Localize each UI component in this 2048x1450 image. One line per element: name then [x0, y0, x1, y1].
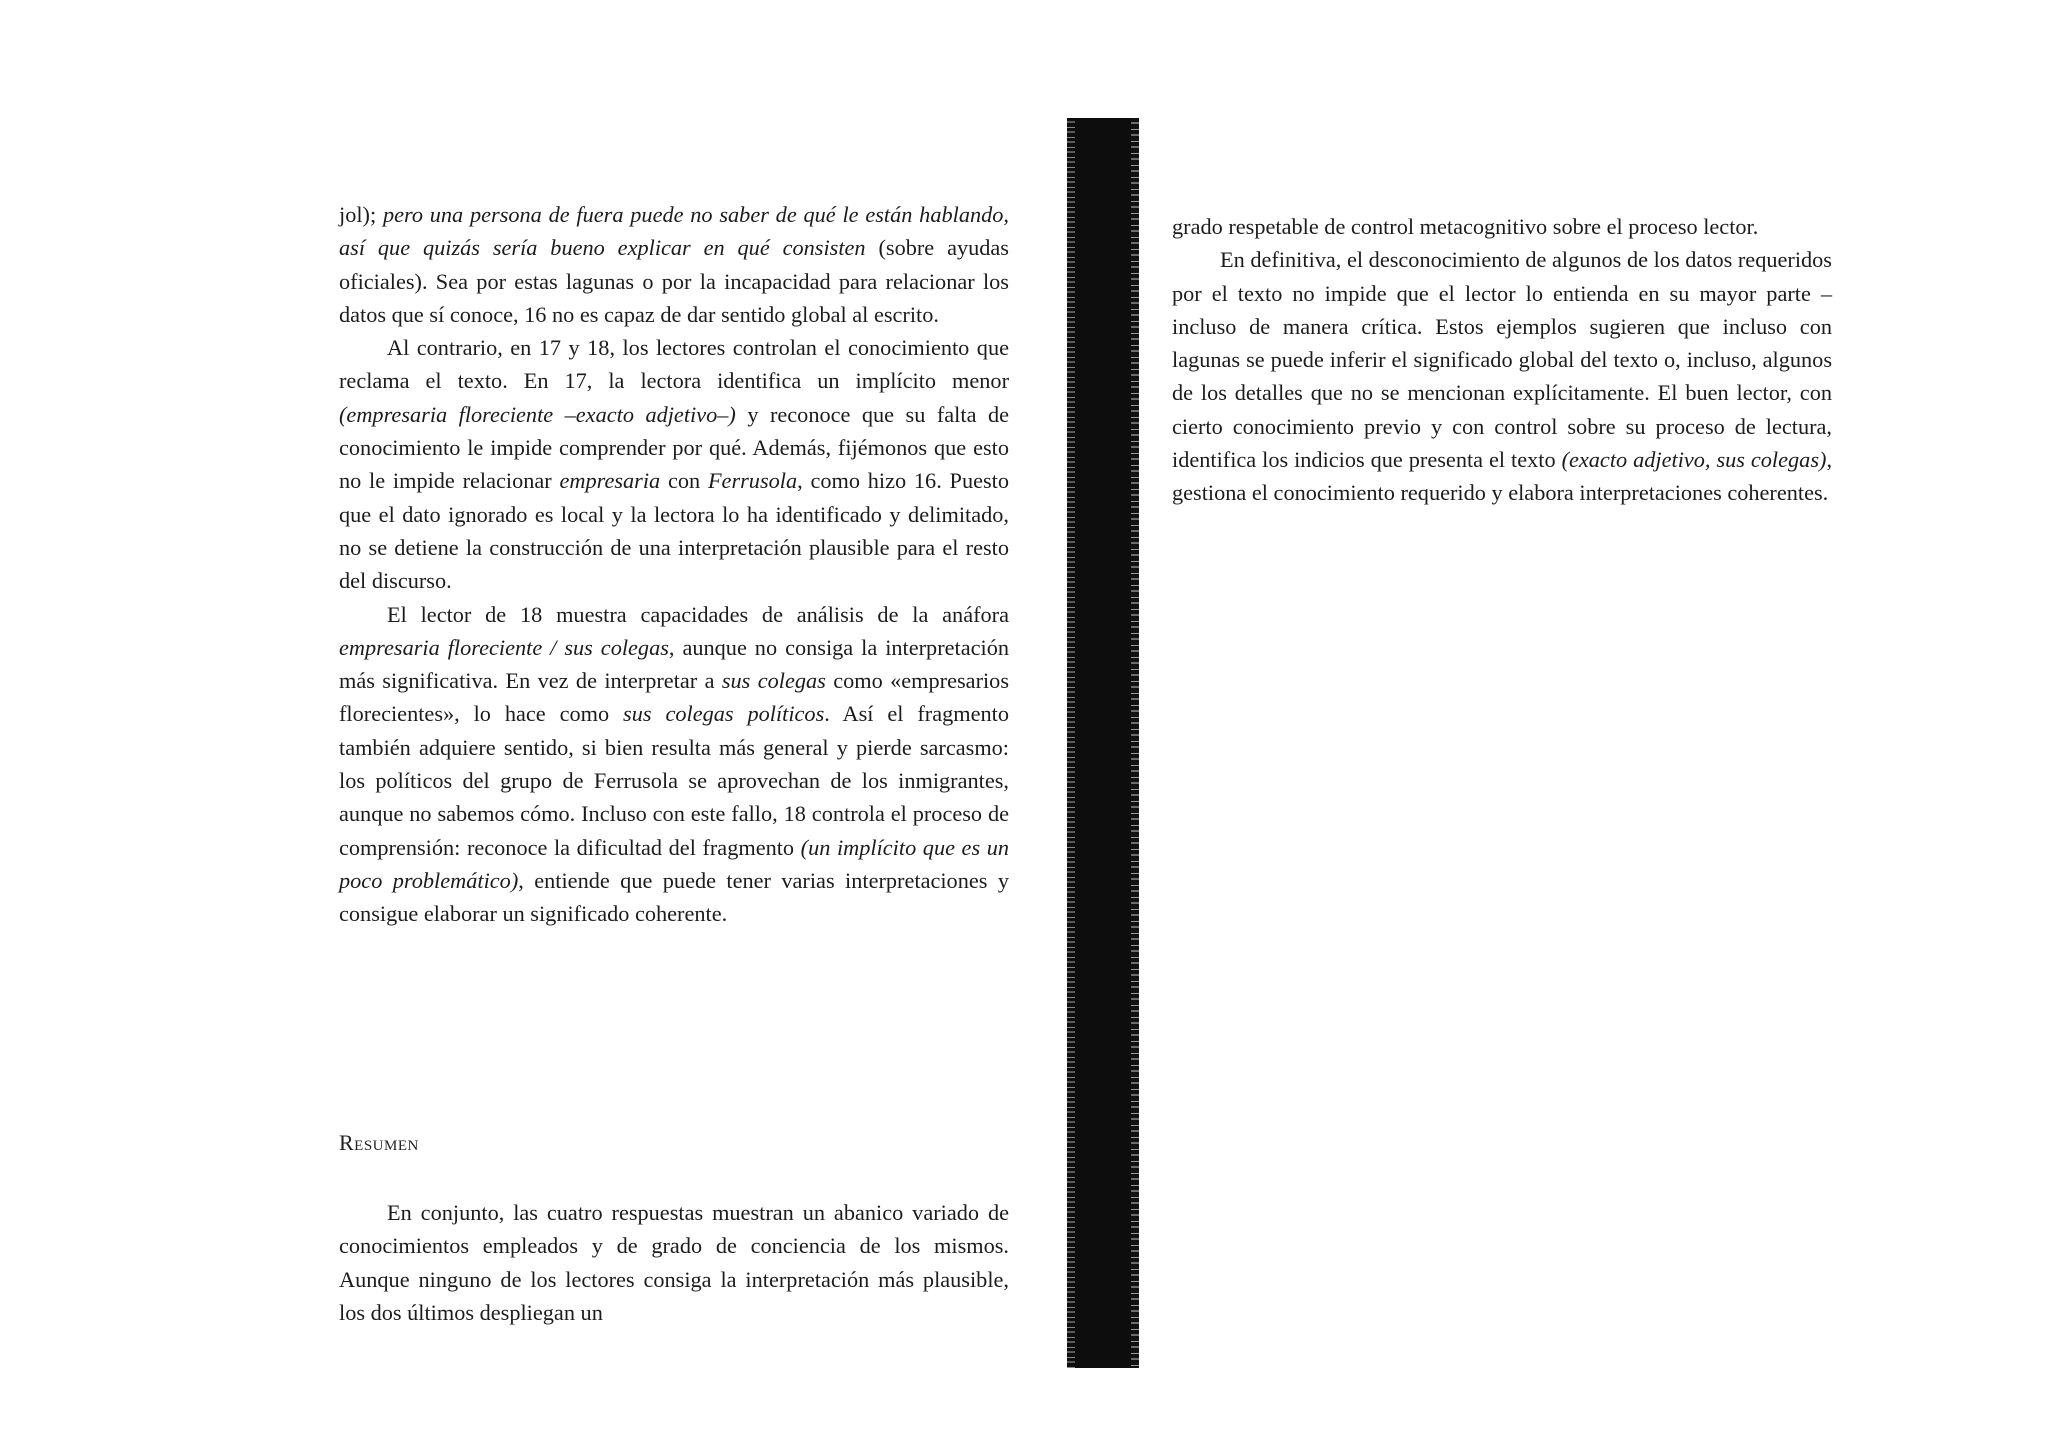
right-page-body [1172, 210, 1832, 510]
text-run: y reconoce que su falta de conocimiento le impide comprender por qué. Además, fijémonos que esto no le impide relacionar [339, 401, 1009, 494]
left-page-summary [339, 1196, 1009, 1329]
paragraph [339, 198, 1009, 331]
text-run: , como hizo 16. Puesto que el dato ignorado es local y la lectora lo ha identificado y delimitado, no se detiene la construcción de una interpretación plausible para el resto del discurso. [339, 468, 1010, 594]
text-run: El lector de 18 muestra capacidades de análisis de la anáfora [387, 601, 1009, 627]
italic-text: empresaria floreciente / sus colegas [339, 634, 669, 660]
text-run: , gestiona el conocimiento requerido y elabora interpretaciones coherentes. [1172, 447, 1833, 506]
text-run: . Así el fragmento también adquiere sentido, si bien resulta más general y pierde sarcasmo: los políticos del grupo de Ferrusola se aprovechan de los inmigrantes, aunque no sabemos cómo. Incluso con este fallo, 18 controla el proceso de comprensión: reconoce la dificultad del fragmento [339, 701, 1010, 860]
italic-text: sus colegas [721, 668, 826, 694]
paragraph [339, 331, 1009, 597]
text-run: jol); [339, 202, 383, 227]
text-run: (sobre ayudas oficiales). Sea por estas lagunas o por la incapacidad para relacionar los datos que sí conoce, 16 no es capaz de dar sentido global al escrito. [339, 235, 1009, 327]
book-gutter-shadow [1073, 118, 1133, 1368]
italic-text: (empresaria floreciente –exacto adjetivo–) [339, 401, 736, 427]
text-run: Al contrario, en 17 y 18, los lectores controlan el conocimiento que reclama el texto. En 17, la lectora identifica un implícito menor [339, 335, 1009, 394]
italic-text: pero una persona de fuera puede no saber de qué le están hablando, así que quizás sería bueno explicar en qué consisten [339, 202, 1009, 261]
text-run: , aunque no consiga la interpretación más significativa. En vez de interpretar a [339, 634, 1010, 694]
text-run: En definitiva, el desconocimiento de algunos de los datos requeridos por el texto no impide que el lector lo entienda en su mayor parte –incluso de manera crítica. Estos ejemplos sugieren que incluso con lagunas se puede inferir el significado global del texto o, incluso, algunos de los detalles que no se mencionan explícitamente. El buen lector, con cierto conocimiento previo y con control sobre su proceso de lectura, identifica los indicios que presenta el texto [1172, 247, 1832, 473]
summary-paragraph: En conjunto, las cuatro respuestas muestran un abanico variado de conocimientos empleados y de grado de conciencia de los mismos. Aunque ninguno de los lectores consiga la interpretación más plausible, los dos últimos despliegan un [339, 1200, 1009, 1325]
paragraph [339, 598, 1009, 931]
italic-text: empresaria [559, 468, 661, 494]
italic-text: sus colegas políticos [623, 701, 825, 727]
italic-text: Ferrusola [707, 468, 798, 494]
text-run: , entiende que puede tener varias interpretaciones y consigue elaborar un significado coherente. [339, 867, 1009, 927]
text-run: como «empresarios florecientes», lo hace como [339, 668, 1010, 727]
italic-text: (exacto adjetivo, sus colegas) [1561, 447, 1827, 473]
left-page-body [339, 198, 1009, 931]
paragraph [1172, 243, 1832, 509]
italic-text: (un implícito que es un poco problemático) [339, 834, 1009, 893]
section-heading-resumen: Resumen [339, 1130, 419, 1155]
text-run: con [660, 468, 708, 494]
text-run: grado respetable de control metacognitivo sobre el proceso lector. [1172, 214, 1759, 239]
paragraph [1172, 210, 1832, 243]
